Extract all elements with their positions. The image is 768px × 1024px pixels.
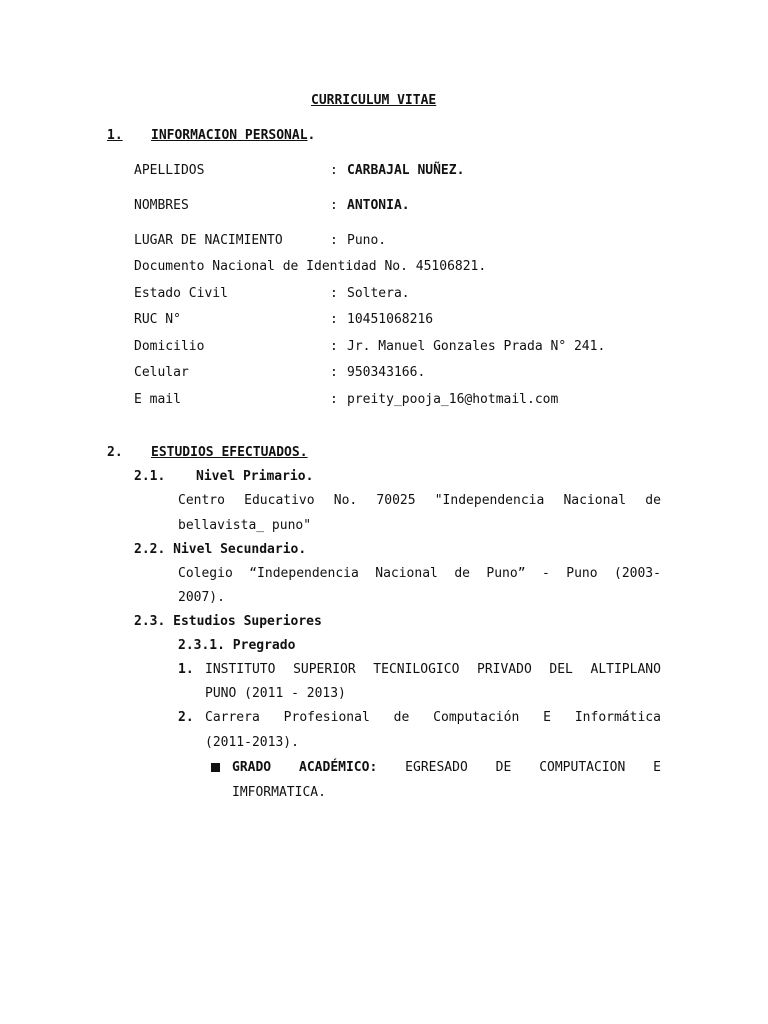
- word: Nacional: [375, 566, 438, 581]
- field-dni-line: Documento Nacional de Identidad No. 45106821.: [134, 259, 487, 274]
- word: de: [645, 493, 661, 508]
- word: E: [653, 760, 661, 775]
- word: de: [393, 710, 410, 725]
- field-label-domicilio: Domicilio: [134, 339, 205, 354]
- word: EGRESADO: [405, 760, 468, 775]
- primary-school-line2: bellavista_ puno": [178, 518, 312, 533]
- word: (2003-: [614, 566, 661, 581]
- word: Computación: [433, 710, 520, 725]
- field-label-ruc: RUC N°: [134, 312, 181, 327]
- section1-number: 1.: [107, 128, 123, 143]
- grado-label-word: ACADÉMICO:: [299, 760, 378, 775]
- field-label-celular: Celular: [134, 365, 189, 380]
- secondary-school-line2: 2007).: [178, 590, 225, 605]
- word: Puno: [566, 566, 598, 581]
- word: PRIVADO: [477, 662, 532, 677]
- career-line1: [205, 710, 661, 726]
- word: TECNILOGICO: [373, 662, 460, 677]
- field-value-lugar-nacimiento: Puno.: [347, 233, 387, 248]
- word: Educativo: [244, 493, 315, 508]
- field-colon: :: [330, 365, 338, 380]
- word: COMPUTACION: [539, 760, 626, 775]
- field-value-estado-civil: Soltera.: [347, 286, 410, 301]
- word: Informática: [574, 710, 661, 725]
- section2-heading: ESTUDIOS EFECTUADOS.: [151, 445, 308, 460]
- word: No.: [333, 493, 358, 508]
- word: Nacional: [563, 493, 627, 508]
- institute-line2: PUNO (2011 - 2013): [205, 686, 346, 701]
- word: Centro: [178, 493, 225, 508]
- grado-line2: IMFORMATICA.: [232, 785, 326, 800]
- subsection-2-1-number: 2.1.: [134, 469, 166, 484]
- word: de: [454, 566, 470, 581]
- subsection-2-1-title: Nivel Primario.: [196, 469, 314, 484]
- word: Carrera: [205, 710, 260, 725]
- square-bullet-icon: [211, 763, 220, 772]
- field-value-celular: 950343166.: [347, 365, 426, 380]
- career-line2: (2011-2013).: [205, 735, 299, 750]
- word: 70025: [376, 493, 416, 508]
- list-item-number: 1.: [178, 662, 194, 677]
- word: INSTITUTO: [205, 662, 276, 677]
- word: DEL: [549, 662, 573, 677]
- primary-school-line1: [178, 493, 661, 509]
- field-label-lugar-nacimiento: LUGAR DE NACIMIENTO: [134, 233, 283, 248]
- word: E: [543, 710, 551, 725]
- word: DE: [495, 760, 512, 775]
- field-label-nombres: NOMBRES: [134, 198, 189, 213]
- field-colon: :: [330, 392, 338, 407]
- word: ALTIPLANO: [590, 662, 661, 677]
- subsection-2-3-1-title: 2.3.1. Pregrado: [178, 638, 296, 653]
- field-value-apellidos: CARBAJAL NUÑEZ.: [347, 163, 465, 178]
- field-label-estado-civil: Estado Civil: [134, 286, 228, 301]
- word: Colegio: [178, 566, 233, 581]
- word: Profesional: [283, 710, 370, 725]
- field-label-email: E mail: [134, 392, 181, 407]
- field-colon: :: [330, 163, 338, 178]
- page-title: CURRICULUM VITAE: [311, 93, 437, 108]
- word: “Independencia: [249, 566, 359, 581]
- grado-line1: [232, 760, 661, 776]
- field-label-apellidos: APELLIDOS: [134, 163, 205, 178]
- section2-number: 2.: [107, 445, 123, 460]
- field-value-domicilio: Jr. Manuel Gonzales Prada N° 241.: [347, 339, 606, 354]
- subsection-2-3-title: 2.3. Estudios Superiores: [134, 614, 322, 629]
- field-value-nombres: ANTONIA.: [347, 198, 410, 213]
- field-colon: :: [330, 312, 338, 327]
- field-colon: :: [330, 286, 338, 301]
- field-colon: :: [330, 233, 338, 248]
- field-value-email: preity_pooja_16@hotmail.com: [347, 392, 559, 407]
- list-item-number: 2.: [178, 710, 194, 725]
- field-colon: :: [330, 339, 338, 354]
- word: "Independencia: [434, 493, 545, 508]
- word: Puno”: [486, 566, 526, 581]
- subsection-2-2-title: 2.2. Nivel Secundario.: [134, 542, 307, 557]
- grado-label-word: GRADO: [232, 760, 272, 775]
- section1-heading: INFORMACION PERSONAL.: [151, 128, 316, 143]
- word: -: [541, 566, 550, 581]
- secondary-school-line1: [178, 566, 661, 582]
- institute-line1: [205, 662, 661, 678]
- field-colon: :: [330, 198, 338, 213]
- word: SUPERIOR: [293, 662, 356, 677]
- field-value-ruc: 10451068216: [347, 312, 434, 327]
